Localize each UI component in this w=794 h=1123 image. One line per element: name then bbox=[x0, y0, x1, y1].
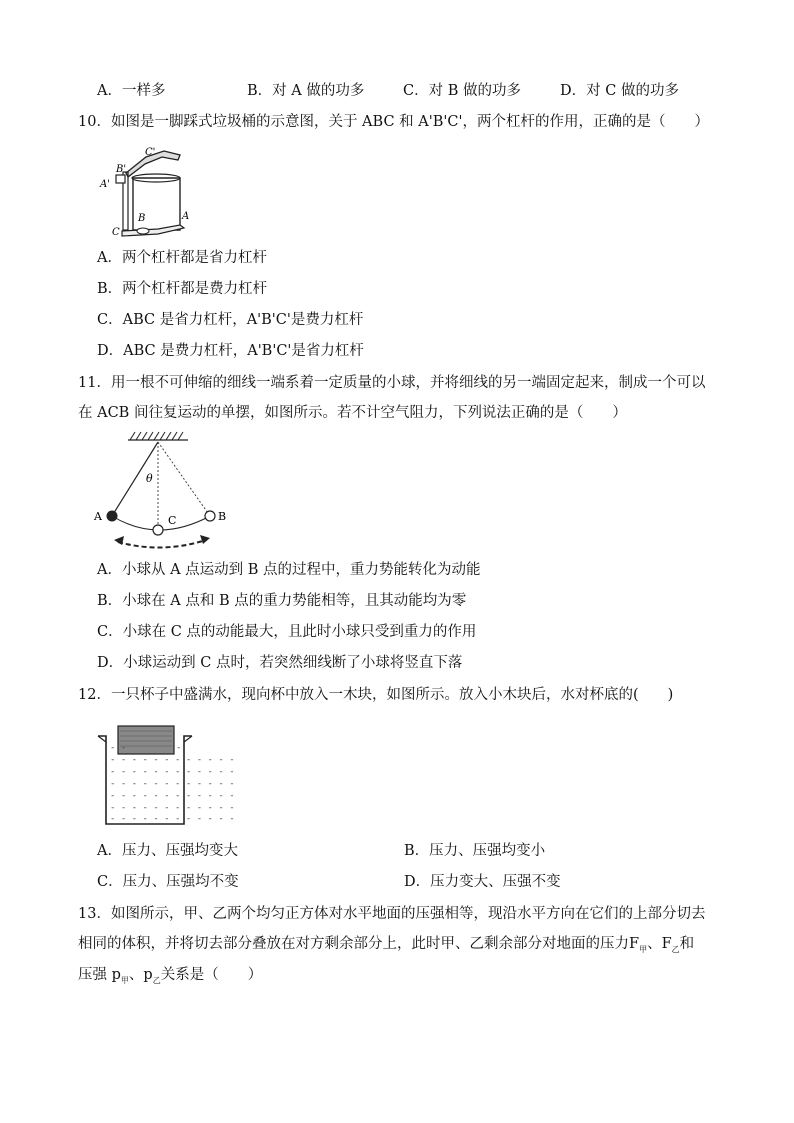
q10-option-c: C．ABC 是省力杠杆，A'B'C'是费力杠杆 bbox=[97, 312, 364, 328]
q9-option-c: C．对 B 做的功多 bbox=[403, 83, 521, 99]
label-b-prime: B' bbox=[116, 164, 127, 175]
q11-option-c: C．小球在 C 点的动能最大，且此时小球只受到重力的作用 bbox=[97, 624, 477, 640]
q10-stem: 10．如图是一脚踩式垃圾桶的示意图，关于 ABC 和 A'B'C'，两个杠杆的作用，正确的是（ ） bbox=[78, 114, 709, 130]
pivot-shape bbox=[137, 228, 149, 234]
label-c: C bbox=[112, 227, 120, 238]
q13-sep: 、 bbox=[647, 936, 662, 952]
svg-text:-: - bbox=[176, 743, 182, 753]
label-theta: θ bbox=[146, 472, 153, 485]
arrow-head-right bbox=[200, 535, 210, 544]
force-jia-sub: 甲 bbox=[639, 944, 648, 954]
q9-option-a: A．一样多 bbox=[97, 83, 166, 99]
q13-he: 和 bbox=[679, 936, 695, 952]
q13-stem-line2-text: 相同的体积，并将切去部分叠放在对方剩余部分上，此时甲、乙剩余部分对地面的压力 bbox=[78, 936, 629, 952]
q11-option-d: D．小球运动到 C 点时，若突然细线断了小球将竖直下落 bbox=[97, 655, 463, 671]
q9-option-d: D．对 C 做的功多 bbox=[560, 83, 679, 99]
ball-c bbox=[153, 525, 163, 535]
svg-text:- - - - - - - - - - - -: - - - - - - - - - - - - bbox=[110, 755, 235, 765]
label-a-prime: A' bbox=[100, 179, 110, 190]
pressure-yi-sub: 乙 bbox=[152, 975, 161, 985]
q11-option-a: A．小球从 A 点运动到 B 点的过程中，重力势能转化为动能 bbox=[97, 562, 481, 578]
q13-stem-line3-b: 关系是（ ） bbox=[160, 967, 263, 983]
svg-text:- -: - - bbox=[110, 743, 127, 753]
water-dots bbox=[110, 743, 235, 824]
ball-a bbox=[107, 511, 118, 522]
trash-can-figure bbox=[98, 145, 193, 240]
label-b: B bbox=[218, 510, 227, 523]
q10-option-b: B．两个杠杆都是费力杠杆 bbox=[97, 281, 268, 297]
q13-stem-line1: 13．如图所示，甲、乙两个均匀正方体对水平地面的压强相等，现沿水平方向在它们的上部分切去 bbox=[78, 906, 706, 922]
string-right-dashed bbox=[158, 442, 210, 516]
pedal-lever-shape bbox=[122, 225, 184, 236]
q10-option-d: D．ABC 是费力杠杆，A'B'C'是省力杠杆 bbox=[97, 343, 364, 359]
label-a: A bbox=[182, 211, 190, 222]
q10-option-a: A．两个杠杆都是省力杠杆 bbox=[97, 250, 267, 266]
force-yi-sub: 乙 bbox=[671, 944, 680, 954]
q13-stem-line3 bbox=[78, 965, 262, 991]
q11-option-b: B．小球在 A 点和 B 点的重力势能相等，且其动能均为零 bbox=[97, 593, 467, 609]
force-jia-symbol: F bbox=[629, 936, 640, 952]
cup-figure bbox=[96, 724, 235, 826]
q13-stem-line2 bbox=[78, 934, 694, 960]
label-b: B bbox=[138, 213, 146, 224]
label-c: C bbox=[168, 514, 177, 527]
q11-stem-line1: 11．用一根不可伸缩的细线一端系着一定质量的小球，并将细线的另一端固定起来，制成一个可以 bbox=[78, 375, 706, 391]
pressure-jia-sub: 甲 bbox=[120, 975, 129, 985]
q13-stem-line3-a: 压强 p bbox=[78, 967, 121, 983]
svg-text:- - - - - - - - - - - -: - - - - - - - - - - - - bbox=[110, 814, 235, 824]
pendulum-figure bbox=[92, 432, 242, 552]
q12-option-b: B．压力、压强均变小 bbox=[404, 843, 546, 859]
label-a: A bbox=[94, 510, 102, 523]
svg-text:- - - - - - - - - - - -: - - - - - - - - - - - - bbox=[110, 791, 235, 801]
q12-option-d: D．压力变大、压强不变 bbox=[404, 874, 561, 890]
q11-stem-line2: 在 ACB 间往复运动的单摆，如图所示。若不计空气阻力，下列说法正确的是（ ） bbox=[78, 405, 627, 421]
svg-text:- - - - - - - - - - - -: - - - - - - - - - - - - bbox=[110, 779, 235, 789]
svg-text:- - - - - - - - - - - -: - - - - - - - - - - - - bbox=[110, 767, 235, 777]
q13-sep2: 、p bbox=[128, 967, 153, 983]
q9-option-b: B．对 A 做的功多 bbox=[247, 83, 365, 99]
label-c-prime: C' bbox=[145, 147, 156, 158]
force-yi-symbol: F bbox=[661, 936, 672, 952]
motion-arrow bbox=[118, 540, 206, 548]
svg-text:- - - - - - - - - - - -: - - - - - - - - - - - - bbox=[110, 803, 235, 813]
wood-block bbox=[118, 726, 174, 754]
q12-option-a: A．压力、压强均变大 bbox=[97, 843, 238, 859]
q12-option-c: C．压力、压强均不变 bbox=[97, 874, 239, 890]
q12-stem: 12．一只杯子中盛满水，现向杯中放入一木块，如图所示。放入小木块后，水对杯底的( ) bbox=[78, 687, 674, 703]
ball-b bbox=[205, 511, 215, 521]
hinge-shape bbox=[116, 175, 125, 183]
